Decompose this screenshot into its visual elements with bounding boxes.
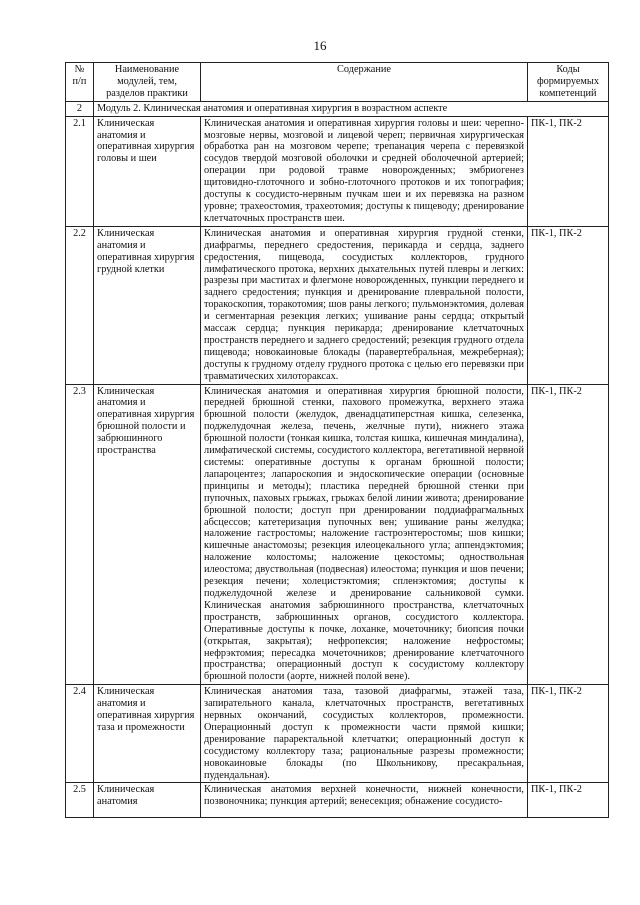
row-number: 2.4 [66, 685, 94, 783]
table-row [66, 783, 609, 818]
row-content-text: Клиническая анатомия верхней конечности, нижней конечности, позвоночника; пункция артерий; венесекция; обнажение сосудисто- [204, 784, 524, 808]
header-number: № п/п [66, 63, 94, 102]
row-content: Клиническая анатомия и оперативная хирургия головы и шеи: черепно-мозговые нервы, мозговой и лицевой череп; первичная хирургическая обработка ран на мозговом черепе; трепанация черепа с перевязкой сосудов твердой мозговой оболочки и средней оболочечной артерией; операции при родовой травме новорожденных; эмбриогенез щитовидно-глоточного и зобно-глоточного протоков и их топография; доступы к сосудисто-нервным пучкам шеи и их перевязка на разном уровне; трахеостомия, трахеотомия; доступы к пищеводу; дренирование клетчаточных пространств шеи. [201, 116, 528, 226]
row-codes: ПК-1, ПК-2 [528, 384, 609, 685]
header-name: Наименование модулей, тем, разделов практики [94, 63, 201, 102]
row-codes: ПК-1, ПК-2 [528, 226, 609, 384]
row-name-text: Клиническая анатомия [97, 784, 155, 808]
table-header-row [66, 63, 609, 102]
row-codes [528, 783, 609, 818]
row-name [94, 783, 201, 818]
row-number-text: 2.5 [73, 784, 86, 796]
header-codes: Коды формируемых компетенций [528, 63, 609, 102]
row-content: Клиническая анатомия и оперативная хирургия грудной стенки, диафрагмы, переднего средостения, перикарда и сердца, заднего средостения, пищевода, сосудистых коллекторов, грудного лимфатического протока, верхних дыхательных путей плевры и легких: разрезы при маститах и флегмоне новорожденных, пункции переднего и заднего средостения; пункция и дренирование плевральной полости, торакоскопия, торакотомия; шов раны легкого; пульмонэктомия, долевая и сегментарная резекция легких; ушивание раны сердца; открытый массаж сердца; пункция перикарда; дренирование клетчаточных пространств переднего и заднего средостений; резекция грудного отдела пищевода; новокаиновые блокады (паравертебральная, межреберная); доступы к грудному отделу грудного протока с целью его перевязки при травматических хилотораксах. [201, 226, 528, 384]
row-content: Клиническая анатомия таза, тазовой диафрагмы, этажей таза, запирательного канала, клетчаточных пространств, вегетативных нервных окончаний, сосудистых коллекторов, промежности. Операционный доступ к промежности части прямой кишки; дренирование параректальной клетчатки; операционный доступ к сосудистому коллектору таза; рациональные разрезы промежности; новокаиновые блокады (по Школьникову, пресакральная, пудендальная). [201, 685, 528, 783]
module-row [66, 101, 609, 116]
row-codes: ПК-1, ПК-2 [528, 116, 609, 226]
row-number [66, 783, 94, 818]
row-number: 2.1 [66, 116, 94, 226]
header-content: Содержание [201, 63, 528, 102]
row-codes: ПК-1, ПК-2 [528, 685, 609, 783]
row-number: 2.2 [66, 226, 94, 384]
row-name: Клиническая анатомия и оперативная хирургия головы и шеи [94, 116, 201, 226]
row-name: Клиническая анатомия и оперативная хирургия грудной клетки [94, 226, 201, 384]
table-row [66, 116, 609, 226]
curriculum-table [65, 62, 609, 818]
table-row [66, 226, 609, 384]
row-name: Клиническая анатомия и оперативная хирургия брюшной полости и забрюшинного пространства [94, 384, 201, 685]
module-number: 2 [66, 101, 94, 116]
row-name: Клиническая анатомия и оперативная хирургия таза и промежности [94, 685, 201, 783]
row-codes-text: ПК-1, ПК-2 [531, 784, 582, 796]
row-content [201, 783, 528, 818]
row-content: Клиническая анатомия и оперативная хирургия брюшной полости, передней брюшной стенки, пахового промежутка, верхнего этажа брюшной полости (желудок, двенадцатиперстная кишка, селезенка, поджелудочная железа, печень, желчные пути), нижнего этажа брюшной полости (тонкая кишка, толстая кишка, кишечная миндалина), лимфатической системы, сосудистого коллектора, вегетативной нервной системы: оперативные доступы к органам брюшной полости; лапароцентез; лапароскопия и эндоскопические операции (основные принципы и методы); пластика передней брюшной стенки при пупочных, паховых грыжах, грыжах белой линии живота; дренирование брюшной полости; доступ при дренировании поддиафрагмальных абсцессов; катетеризация пупочных вен; ушивание раны желудка; наложение гастростомы; наложение гастроэнтеростомы; шов кишки; кишечные анастомозы; резекция илеоцекального угла; аппендэктомия; наложение колостомы; наложение цекостомы; одноствольная илеостома; двуствольная (подвесная) илеостома; пункция и шов печени; резекция печени; холецистэктомия; спленэктомия; доступы к поджелудочной железе и дренирование сальниковой сумки. Клиническая анатомия забрюшинного пространства, клетчаточных пространств, забрюшинных органов, сосудистого коллектора. Оперативные доступы к почке, лоханке, мочеточнику; биопсия почки (открытая, закрытая); нефропексия; наложение нефростомы; нефрэктомия; пересадка мочеточников; дренирование клетчаточного пространства; операционный доступ к сосудистому коллектору брюшной полости (аорте, нижней полой вене). [201, 384, 528, 685]
page-number: 16 [313, 38, 327, 53]
table-row [66, 685, 609, 783]
table-row [66, 384, 609, 685]
row-number: 2.3 [66, 384, 94, 685]
module-title: Модуль 2. Клиническая анатомия и оперативная хирургия в возрастном аспекте [94, 101, 609, 116]
